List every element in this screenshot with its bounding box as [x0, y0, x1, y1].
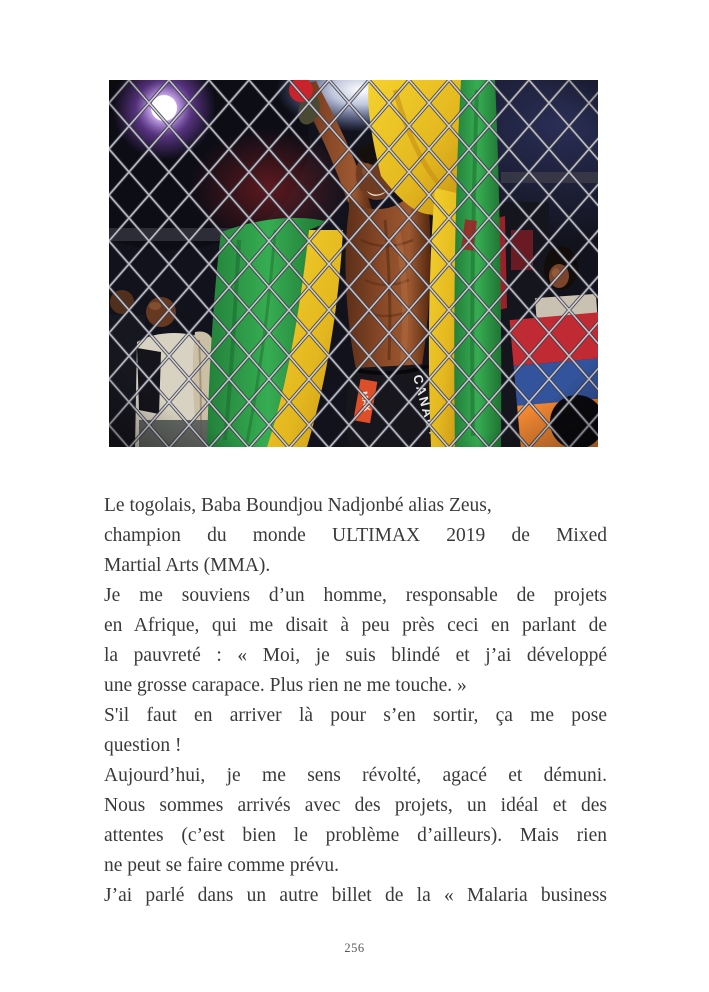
text-line: Aujourd’hui, je me sens révolté, agacé et démuni.: [104, 765, 607, 786]
text-line: S'il faut en arriver là pour s’en sortir, ça me pose: [104, 705, 607, 726]
text-line: la pauvreté : « Moi, je suis blindé et j’ai développé: [104, 645, 607, 666]
text-line: J’ai parlé dans un autre billet de la « Malaria business: [104, 885, 607, 906]
text-line: Nous sommes arrivés avec des projets, un idéal et des: [104, 795, 607, 816]
text-line: question !: [104, 735, 182, 756]
fighter-photo: [109, 80, 598, 447]
text-line: champion du monde ULTIMAX 2019 de Mixed: [104, 525, 607, 546]
text-line: une grosse carapace. Plus rien ne me touche. »: [104, 675, 467, 696]
text-line: Je me souviens d’un homme, responsable de projets: [104, 585, 607, 606]
text-line: Martial Arts (MMA).: [104, 555, 271, 576]
article-text: [104, 491, 607, 911]
page-number: 256: [344, 941, 365, 955]
photo-vignette: [109, 80, 598, 447]
text-line: ne peut se faire comme prévu.: [104, 855, 339, 876]
text-line: attentes (c’est bien le problème d’ailleurs). Mais rien: [104, 825, 607, 846]
text-line: en Afrique, qui me disait à peu près ceci en parlant de: [104, 615, 607, 636]
fighter-photo-canvas: [109, 80, 598, 447]
text-line: Le togolais, Baba Boundjou Nadjonbé alias Zeus,: [104, 495, 492, 516]
